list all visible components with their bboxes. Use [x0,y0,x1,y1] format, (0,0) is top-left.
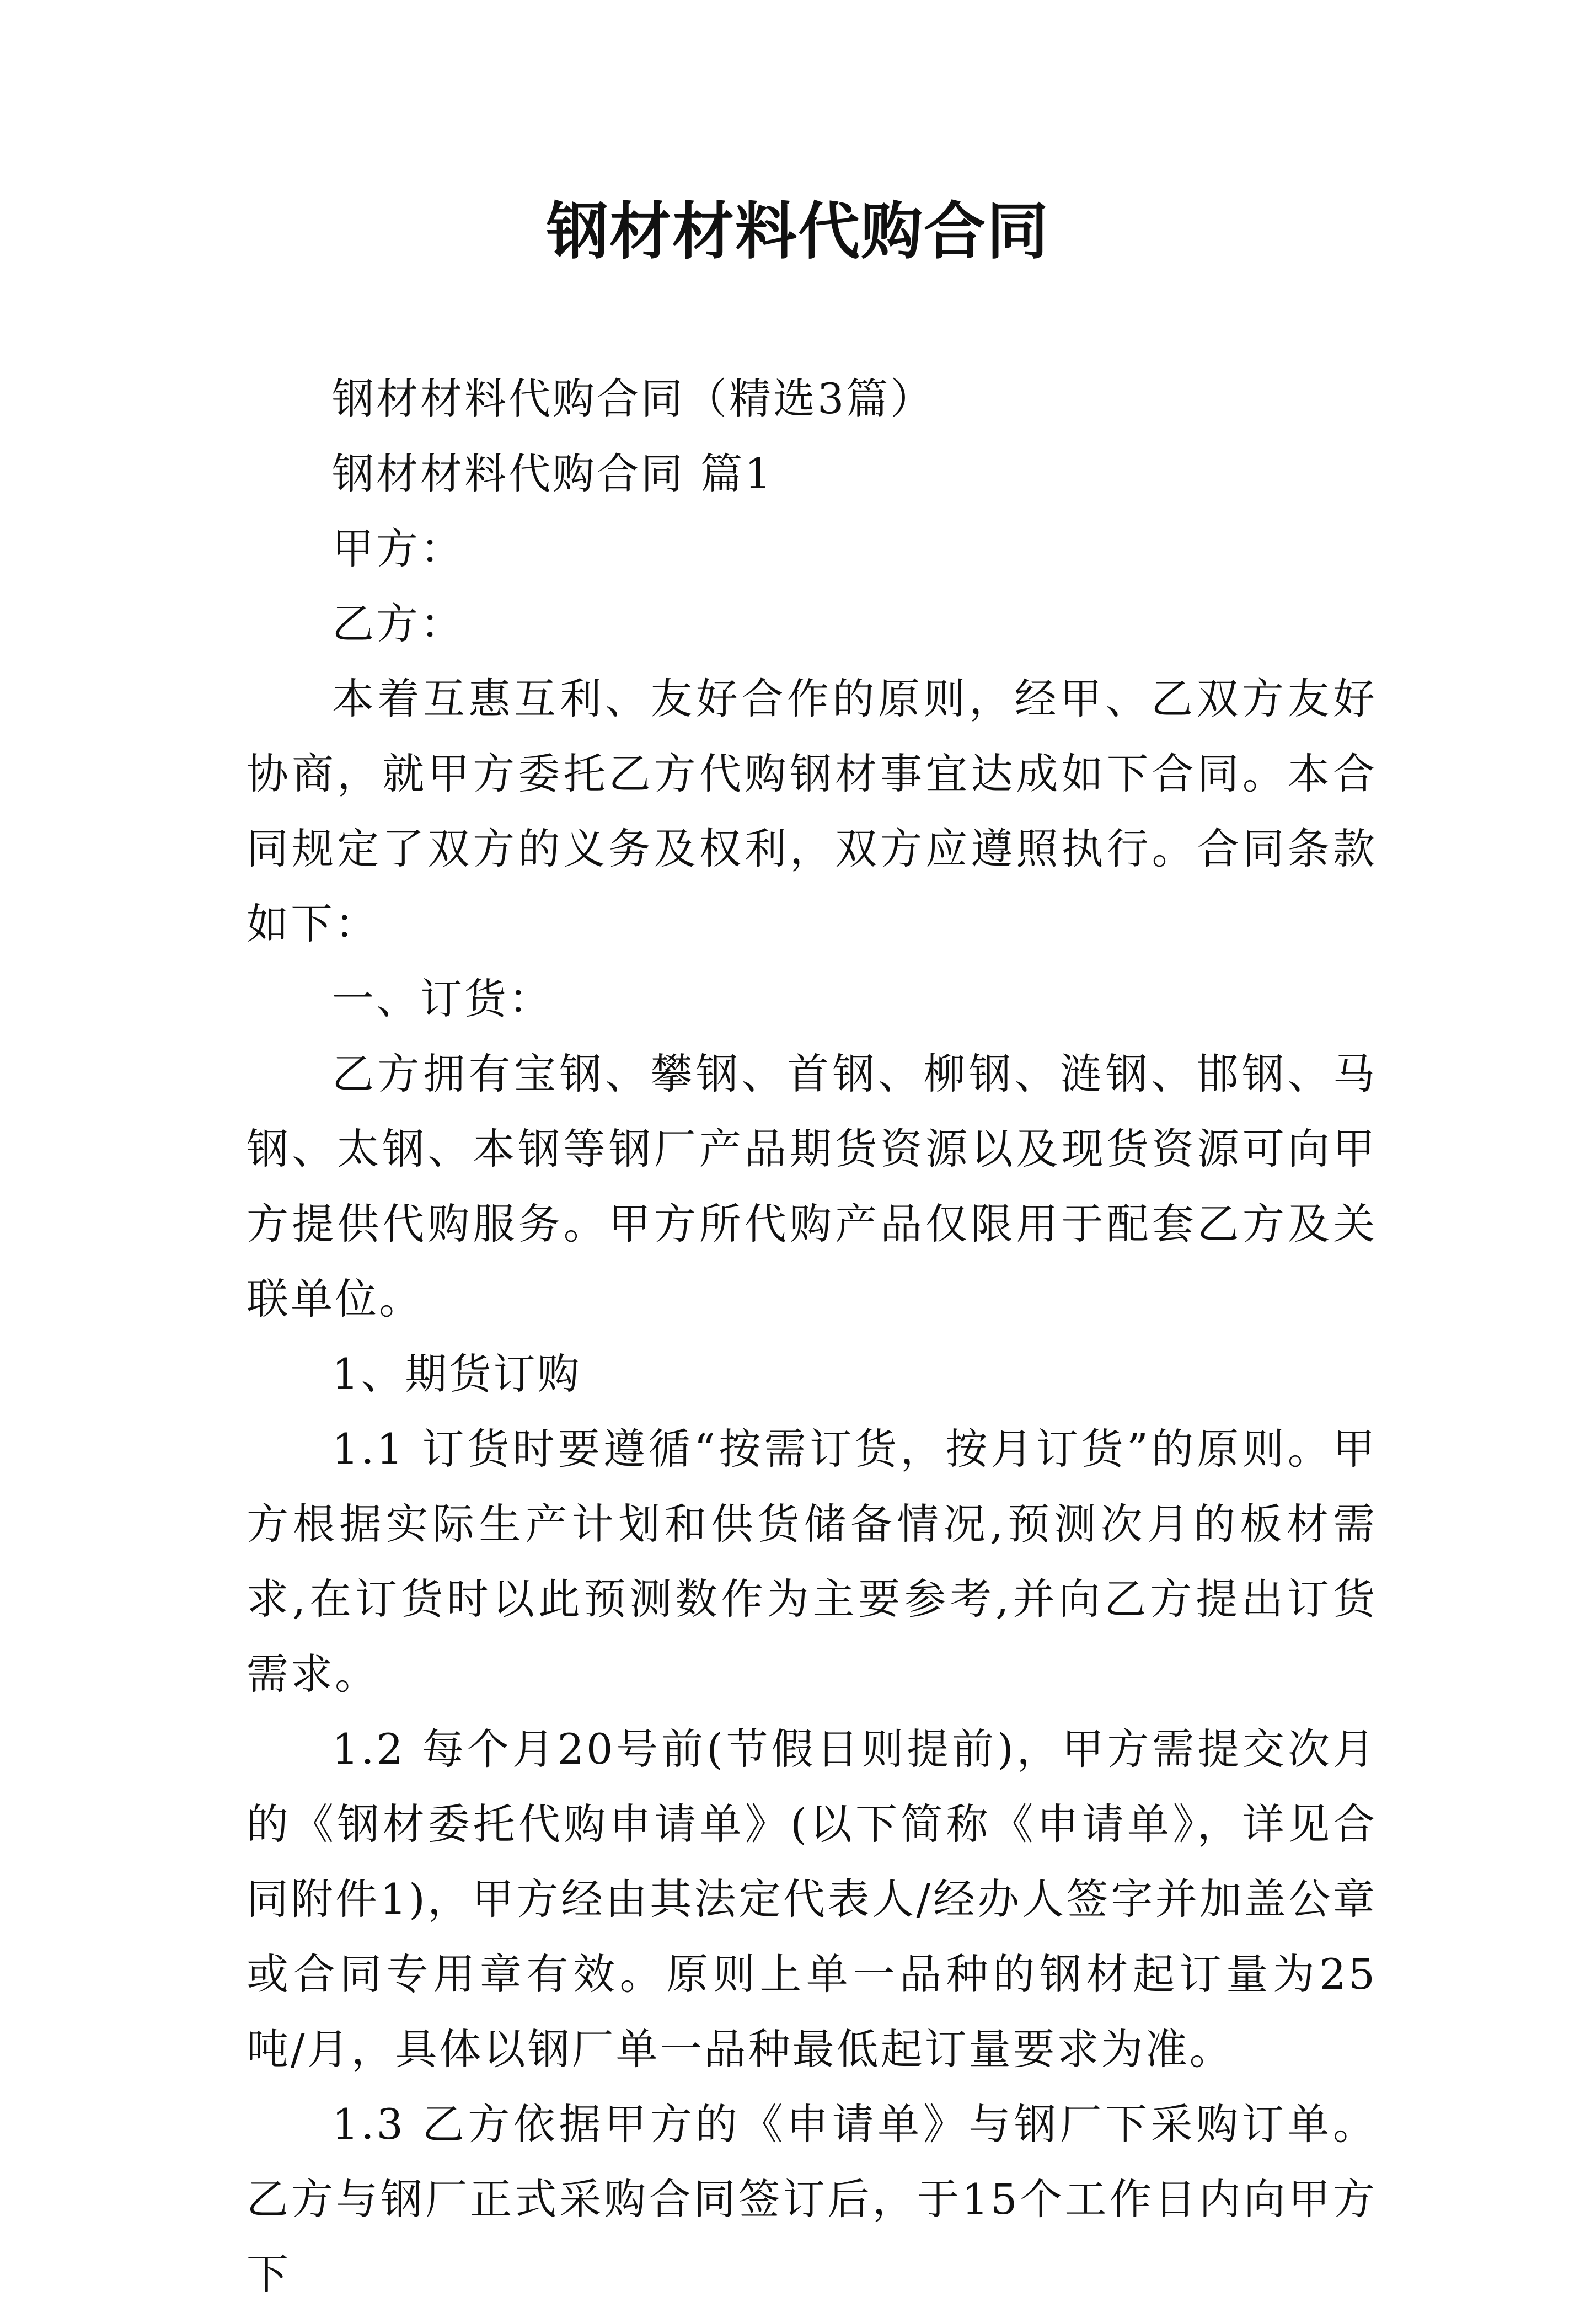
paragraph-clause-1-2: 1.2 每个月20号前(节假日则提前)，甲方需提交次月的《钢材委托代购申请单》(以下简称《申请单》，详见合同附件1)，甲方经由其法定代表人/经办人签字并加盖公章或合同专用章有效。原则上单一品种的钢材起订量为25吨/月，具体以钢厂单一品种最低起订量要求为准。 [247,1724,1377,2074]
paragraph-clause-1-1: 1.1 订货时要遵循“按需订货，按月订货”的原则。甲方根据实际生产计划和供货储备情况,预测次月的板材需求,在订货时以此预测数作为主要参考,并向乙方提出订货需求。 [247,1424,1377,1699]
paragraph-section-heading: 钢材材料代购合同 篇1 [332,449,774,498]
paragraph-preamble: 本着互惠互利、友好合作的原则，经甲、乙双方友好协商，就甲方委托乙方代购钢材事宜达成如下合同。本合同规定了双方的义务及权利，双方应遵照执行。合同条款如下： [247,674,1377,948]
paragraph-clause-ordering: 一、订货： [332,974,553,1023]
paragraph-party-a: 甲方： [332,524,464,573]
paragraph-resources: 乙方拥有宝钢、攀钢、首钢、柳钢、涟钢、邯钢、马钢、太钢、本钢等钢厂产品期货资源以及现货资源可向甲方提供代购服务。甲方所代购产品仅限用于配套乙方及关联单位。 [247,1049,1377,1323]
paragraph-clause-1-3: 1.3 乙方依据甲方的《申请单》与钢厂下采购订单。乙方与钢厂正式采购合同签订后，于15个工作日内向甲方下 [247,2100,1377,2299]
paragraph-subtitle: 钢材材料代购合同（精选3篇） [332,374,935,423]
document-title: 钢材材料代购合同 [547,195,1049,268]
paragraph-futures-ordering: 1、期货订购 [332,1349,582,1398]
paragraph-party-b: 乙方： [332,599,464,648]
document-body [247,361,1377,2312]
